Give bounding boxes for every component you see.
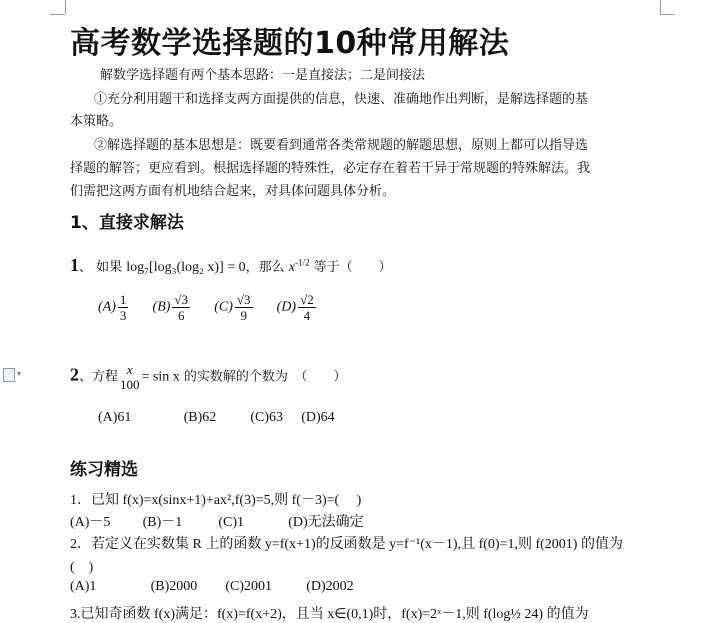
p1-option-c: (C)1 <box>218 515 245 530</box>
q2-prefix: 、方程 <box>79 369 119 385</box>
frac-den: 9 <box>240 308 247 323</box>
frac-num: √2 <box>300 292 314 307</box>
q2-option-c: (C)63 <box>250 410 284 425</box>
frac-num: √3 <box>174 292 189 307</box>
frac-den: 4 <box>303 308 311 323</box>
p2-option-d: (D)2002 <box>306 579 354 594</box>
p2-option-b: (B)2000 <box>150 579 198 594</box>
frac-num: 1 <box>119 292 127 307</box>
question-1: 1、 如果 log₇[log₃(log₂ x)] = 0，那么 $x^{-1/2}$ 等于（ ） <box>70 255 392 275</box>
frac-num: x <box>126 362 133 377</box>
q1-expression: log₇[log₃(log₂ x)] = 0 <box>126 260 246 275</box>
q1-prefix: 、 如果 <box>79 260 123 275</box>
intro-paragraph-1: ①充分利用题干和选择支两方面提供的信息，快速、准确地作出判断，是解选择题的基 <box>94 92 589 107</box>
intro-paragraph-2-cont: 择题的解答；更应看到。根据选择题的特殊性，必定存在着若干异于常规题的特殊解法。我 <box>70 161 591 176</box>
practice-question-2: 2．若定义在实数集 R 上的函数 y=f(x+1)的反函数是 y=f⁻¹(x－1),且 f(0)=1,则 f(2001) 的值为 <box>70 537 623 552</box>
document-icon[interactable] <box>3 368 15 382</box>
section-heading-practice: 练习精选 <box>70 460 138 480</box>
q2-option-a: (A)61 <box>98 410 132 425</box>
chevron-down-icon[interactable]: ▾ <box>17 369 22 378</box>
intro-line: 解数学选择题有两个基本思路：一是直接法；二是间接法 <box>100 68 426 83</box>
q1-option-d <box>277 292 318 323</box>
page-corner-mark <box>65 0 66 14</box>
p2-answer-paren: ( ) <box>70 560 94 575</box>
p1-option-d: (D)无法确定 <box>288 515 364 530</box>
frac-den: 6 <box>177 308 185 323</box>
q1-suffix: 等于（ ） <box>313 260 392 275</box>
p2-option-c: (C)2001 <box>225 579 273 594</box>
q1-base: x <box>288 260 296 275</box>
p1-option-a: (A)－5 <box>70 515 111 530</box>
p1-option-b: (B)－1 <box>142 515 183 530</box>
page-corner-mark <box>50 14 65 15</box>
q2-equation: = sin x <box>141 369 180 385</box>
p2-options <box>70 579 372 595</box>
page-corner-mark <box>660 14 675 15</box>
q1-option-c <box>214 292 254 323</box>
practice-question-1: 1．已知 f(x)=x(sinx+1)+ax²,f(3)=5,则 f(－3)=( ) <box>70 493 362 508</box>
q2-options <box>98 410 353 426</box>
intro-paragraph-2: ②解选择题的基本思想是：既要看到通常各类常规题的解题思想，原则上都可以指导选 <box>94 138 589 153</box>
practice-question-3: 3.已知奇函数 f(x)满足：f(x)=f(x+2)，且当 x∈(0,1)时，f(x)=2ˣ－1,则 f(log½ 24) 的值为 <box>70 607 589 622</box>
q2-option-b: (B)62 <box>183 410 217 425</box>
option-label: (A) <box>98 299 116 315</box>
question-2 <box>70 362 346 392</box>
intro-paragraph-2-cont: 们需把这两方面有机地结合起来，对具体问题具体分析。 <box>70 184 396 199</box>
frac-den: 100 <box>120 377 140 392</box>
q1-options <box>98 292 336 323</box>
question-number: 1 <box>70 255 79 275</box>
q1-mid: ，那么 <box>245 260 285 275</box>
p2-option-a: (A)1 <box>70 579 97 594</box>
frac-num: √3 <box>236 292 251 307</box>
option-label: (C) <box>214 299 233 315</box>
intro-paragraph-1-cont: 本策略。 <box>70 114 123 129</box>
q2-option-d: (D)64 <box>301 410 335 425</box>
q2-suffix: 的实数解的个数为 （ ） <box>183 369 347 385</box>
question-number: 2 <box>70 364 79 385</box>
q1-exp-num: 1 <box>298 257 303 268</box>
q1-option-a <box>98 292 130 323</box>
q1-option-b <box>153 292 193 323</box>
option-label: (D) <box>276 299 297 315</box>
frac-den: 3 <box>119 308 127 323</box>
document-title: 高考数学选择题的10种常用解法 <box>70 26 510 61</box>
section-heading-direct-method: 1、直接求解法 <box>70 213 184 233</box>
p1-options <box>70 511 382 531</box>
option-label: (B) <box>152 299 171 315</box>
page-corner-mark <box>660 0 661 14</box>
q1-exp-den: 2 <box>305 257 310 268</box>
